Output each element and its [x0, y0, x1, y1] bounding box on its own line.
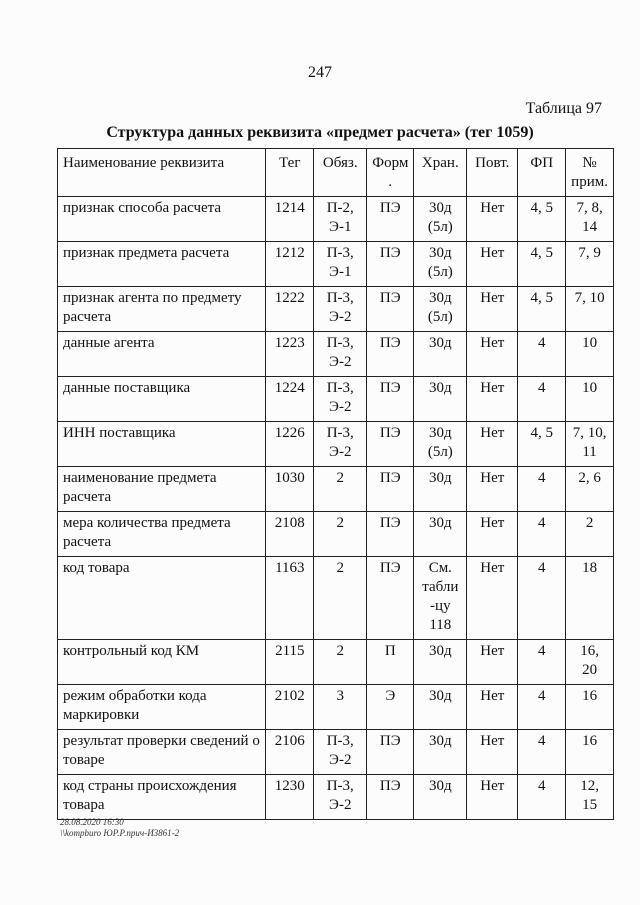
- cell-prim: 2: [566, 512, 614, 557]
- cell-hran: 30д (5л): [414, 422, 467, 467]
- cell-name: наименование предмета расчета: [58, 467, 266, 512]
- table-row: [58, 197, 614, 242]
- cell-tag: 1030: [266, 467, 314, 512]
- cell-obz: П-3, Э-2: [314, 422, 367, 467]
- cell-prim: 16: [566, 685, 614, 730]
- cell-tag: 1230: [266, 775, 314, 820]
- table-row: [58, 730, 614, 775]
- table-header-row: [58, 149, 614, 197]
- cell-fp: 4, 5: [518, 287, 566, 332]
- cell-obz: 3: [314, 685, 367, 730]
- cell-povt: Нет: [467, 640, 518, 685]
- cell-prim: 7, 8, 14: [566, 197, 614, 242]
- cell-fp: 4, 5: [518, 197, 566, 242]
- cell-hran: 30д (5л): [414, 242, 467, 287]
- cell-fp: 4: [518, 557, 566, 640]
- table-row: [58, 640, 614, 685]
- cell-hran: 30д: [414, 512, 467, 557]
- cell-povt: Нет: [467, 377, 518, 422]
- cell-name: код страны происхождения товара: [58, 775, 266, 820]
- cell-prim: 10: [566, 377, 614, 422]
- cell-obz: 2: [314, 467, 367, 512]
- cell-povt: Нет: [467, 467, 518, 512]
- footer-date: 28.08.2020 16:30: [60, 817, 124, 827]
- cell-form: ПЭ: [367, 730, 414, 775]
- cell-obz: П-3, Э-2: [314, 377, 367, 422]
- table-row: [58, 332, 614, 377]
- cell-povt: Нет: [467, 512, 518, 557]
- cell-tag: 2115: [266, 640, 314, 685]
- cell-obz: П-2, Э-1: [314, 197, 367, 242]
- cell-povt: Нет: [467, 287, 518, 332]
- cell-hran: 30д: [414, 377, 467, 422]
- cell-name: ИНН поставщика: [58, 422, 266, 467]
- document-title: Структура данных реквизита «предмет расчета» (тег 1059): [106, 124, 534, 141]
- cell-povt: Нет: [467, 685, 518, 730]
- cell-form: Э: [367, 685, 414, 730]
- cell-obz: П-3, Э-2: [314, 287, 367, 332]
- cell-tag: 1226: [266, 422, 314, 467]
- cell-povt: Нет: [467, 197, 518, 242]
- header-obz: Обяз.: [314, 149, 367, 197]
- cell-fp: 4: [518, 730, 566, 775]
- header-name: Наименование реквизита: [58, 149, 266, 197]
- table-row: [58, 287, 614, 332]
- cell-tag: 2108: [266, 512, 314, 557]
- cell-obz: П-3, Э-2: [314, 332, 367, 377]
- cell-povt: Нет: [467, 332, 518, 377]
- cell-form: ПЭ: [367, 512, 414, 557]
- cell-obz: 2: [314, 557, 367, 640]
- table-row: [58, 422, 614, 467]
- cell-hran: 30д: [414, 685, 467, 730]
- cell-fp: 4, 5: [518, 422, 566, 467]
- header-prim: № прим.: [566, 149, 614, 197]
- table-row: [58, 377, 614, 422]
- cell-tag: 1222: [266, 287, 314, 332]
- cell-fp: 4: [518, 685, 566, 730]
- table-body: [58, 197, 614, 820]
- cell-obz: П-3, Э-2: [314, 730, 367, 775]
- cell-povt: Нет: [467, 242, 518, 287]
- cell-fp: 4: [518, 467, 566, 512]
- cell-form: ПЭ: [367, 197, 414, 242]
- cell-obz: П-3, Э-2: [314, 775, 367, 820]
- cell-hran: См. табли -цу 118: [414, 557, 467, 640]
- cell-tag: 1163: [266, 557, 314, 640]
- header-tag: Тег: [266, 149, 314, 197]
- cell-povt: Нет: [467, 557, 518, 640]
- footer-stamp: [60, 817, 179, 839]
- cell-obz: 2: [314, 512, 367, 557]
- cell-name: данные поставщика: [58, 377, 266, 422]
- cell-prim: 10: [566, 332, 614, 377]
- cell-prim: 16, 20: [566, 640, 614, 685]
- cell-form: ПЭ: [367, 422, 414, 467]
- cell-form: П: [367, 640, 414, 685]
- header-hran: Хран.: [414, 149, 467, 197]
- footer-path: \\kompburo ЮР.Р.прич-И3861-2: [60, 828, 180, 838]
- cell-tag: 2106: [266, 730, 314, 775]
- table-row: [58, 685, 614, 730]
- cell-hran: 30д: [414, 730, 467, 775]
- cell-form: ПЭ: [367, 775, 414, 820]
- cell-tag: 1212: [266, 242, 314, 287]
- table-label: Таблица 97: [525, 100, 602, 117]
- table-row: [58, 467, 614, 512]
- cell-prim: 18: [566, 557, 614, 640]
- cell-tag: 1224: [266, 377, 314, 422]
- cell-name: признак агента по предмету расчета: [58, 287, 266, 332]
- cell-hran: 30д (5л): [414, 197, 467, 242]
- cell-fp: 4: [518, 512, 566, 557]
- cell-fp: 4: [518, 377, 566, 422]
- cell-name: результат проверки сведений о товаре: [58, 730, 266, 775]
- cell-name: признак способа расчета: [58, 197, 266, 242]
- cell-tag: 2102: [266, 685, 314, 730]
- cell-fp: 4: [518, 775, 566, 820]
- cell-name: признак предмета расчета: [58, 242, 266, 287]
- cell-povt: Нет: [467, 422, 518, 467]
- cell-form: ПЭ: [367, 287, 414, 332]
- cell-name: код товара: [58, 557, 266, 640]
- cell-hran: 30д: [414, 332, 467, 377]
- header-form: Форм .: [367, 149, 414, 197]
- cell-hran: 30д: [414, 640, 467, 685]
- cell-form: ПЭ: [367, 242, 414, 287]
- table-row: [58, 242, 614, 287]
- cell-prim: 7, 10: [566, 287, 614, 332]
- cell-fp: 4: [518, 332, 566, 377]
- cell-form: ПЭ: [367, 332, 414, 377]
- cell-name: режим обработки кода маркировки: [58, 685, 266, 730]
- table-row: [58, 775, 614, 820]
- cell-prim: 7, 10, 11: [566, 422, 614, 467]
- cell-tag: 1223: [266, 332, 314, 377]
- requisite-table: [57, 148, 614, 820]
- cell-povt: Нет: [467, 775, 518, 820]
- header-povt: Повт.: [467, 149, 518, 197]
- cell-name: данные агента: [58, 332, 266, 377]
- cell-hran: 30д: [414, 775, 467, 820]
- cell-hran: 30д: [414, 467, 467, 512]
- cell-obz: 2: [314, 640, 367, 685]
- table-row: [58, 557, 614, 640]
- cell-fp: 4: [518, 640, 566, 685]
- cell-form: ПЭ: [367, 557, 414, 640]
- cell-prim: 12, 15: [566, 775, 614, 820]
- table-row: [58, 512, 614, 557]
- cell-name: контрольный код КМ: [58, 640, 266, 685]
- cell-prim: 16: [566, 730, 614, 775]
- cell-form: ПЭ: [367, 467, 414, 512]
- cell-fp: 4, 5: [518, 242, 566, 287]
- cell-name: мера количества предмета расчета: [58, 512, 266, 557]
- cell-prim: 2, 6: [566, 467, 614, 512]
- cell-prim: 7, 9: [566, 242, 614, 287]
- cell-obz: П-3, Э-1: [314, 242, 367, 287]
- cell-tag: 1214: [266, 197, 314, 242]
- cell-hran: 30д (5л): [414, 287, 467, 332]
- page-number: 247: [308, 64, 332, 81]
- cell-povt: Нет: [467, 730, 518, 775]
- header-fp: ФП: [518, 149, 566, 197]
- cell-form: ПЭ: [367, 377, 414, 422]
